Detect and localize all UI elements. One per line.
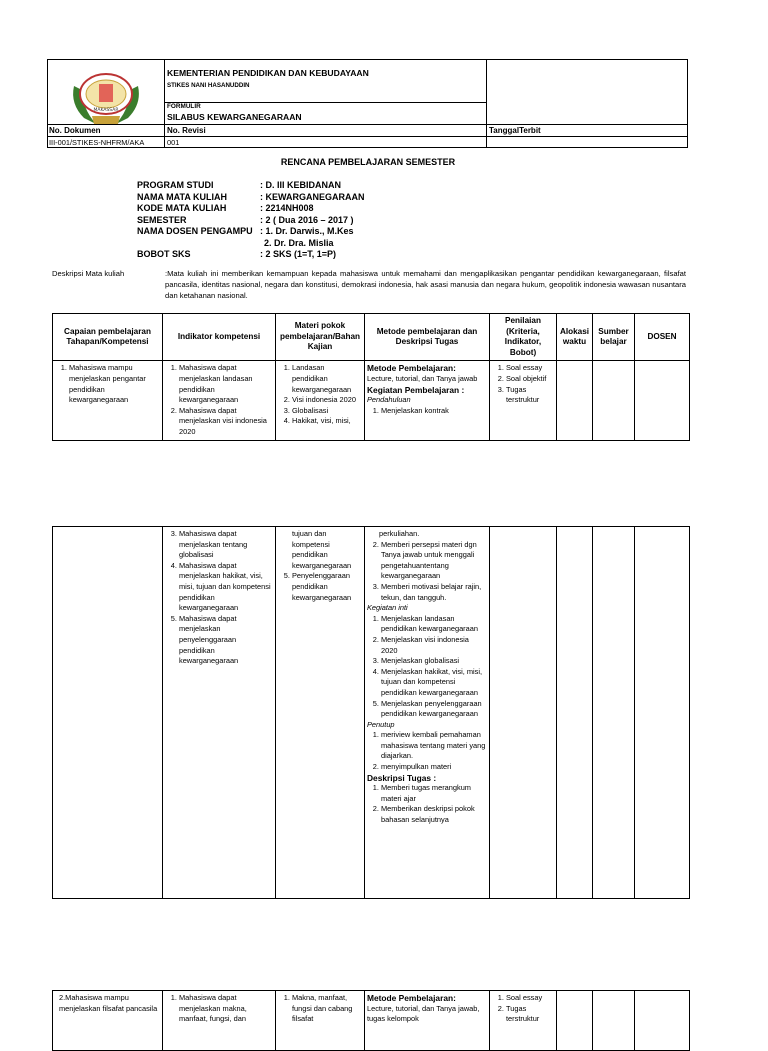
list-item: 2. Soal objektif: [506, 374, 554, 385]
indikator-cell: [163, 991, 276, 1051]
list-item: 5. Penyelenggaraan pendidikan kewarganegaraan: [292, 571, 362, 603]
info-row: [137, 249, 365, 261]
materi-cell: [276, 527, 365, 899]
institution-name: STIKES NANI HASANUDDIN: [167, 82, 250, 89]
metode-cell: [365, 361, 490, 440]
capaian-text: 2.Mahasiswa mampu menjelaskan filsafat pancasila: [59, 993, 158, 1013]
header-divider: [164, 59, 165, 148]
list-item: 1. Makna, manfaat, fungsi dan cabang filsafat: [292, 993, 362, 1025]
revision-value: 001: [167, 138, 180, 147]
header-dosen: DOSEN: [635, 314, 690, 361]
list-item: 3. Globalisasi: [292, 406, 362, 417]
header-sumber: Sumber belajar: [593, 314, 635, 361]
info-value: : 2 ( Dua 2016 – 2017 ): [260, 214, 354, 225]
materi-continued: tujuan dan kompetensi pendidikan kewarganegaraan: [292, 529, 352, 570]
list-item: 1. meriview kembali pemahaman mahasiswa tentang materi yang diajarkan.: [381, 730, 487, 762]
header-alokasi: Alokasi waktu: [557, 314, 593, 361]
info-row: [137, 192, 365, 204]
metode-cell: [365, 991, 490, 1051]
list-item: 3. Menjelaskan globalisasi: [381, 656, 487, 667]
dosen-cell: [635, 527, 690, 899]
alokasi-cell: [557, 361, 593, 440]
kegiatan-title: Kegiatan Pembelajaran :: [367, 384, 465, 395]
list-item: 1. Menjelaskan kontrak: [381, 406, 487, 417]
info-label: NAMA MATA KULIAH: [137, 191, 227, 202]
table-row: [53, 361, 690, 440]
penilaian-cell: [490, 361, 557, 440]
info-row: [137, 215, 365, 227]
metode-title: Metode Pembelajaran:: [367, 363, 456, 374]
capaian-cell: [53, 361, 163, 440]
ministry-name: KEMENTERIAN PENDIDIKAN DAN KEBUDAYAAN: [167, 68, 369, 78]
list-item: 1. Soal essay: [506, 993, 554, 1004]
info-value: : 2214NH008: [260, 203, 314, 213]
info-label: PROGRAM STUDI: [137, 180, 214, 190]
info-value: 2. Dr. Dra. Mislia: [264, 237, 334, 248]
form-label: FORMULIR: [167, 103, 201, 110]
materi-cell: [276, 991, 365, 1051]
materi-cell: [276, 361, 365, 440]
info-label: SEMESTER: [137, 214, 187, 225]
sumber-cell: [593, 991, 635, 1051]
list-item: 2. Mahasiswa dapat menjelaskan visi indonesia 2020: [179, 406, 273, 438]
list-item: 1. Landasan pendidikan kewarganegaraan: [292, 363, 362, 395]
info-value: : 2 SKS (1=T, 1=P): [260, 249, 337, 259]
list-item: 1. Mahasiswa mampu menjelaskan pengantar pendidikan kewarganegaraan: [69, 363, 160, 405]
indikator-cell: [163, 527, 276, 899]
header-divider: [164, 102, 486, 103]
description-label: Deskripsi Mata kuliah: [52, 269, 125, 278]
metode-cell: [365, 527, 490, 899]
rps-table-row2: [52, 990, 690, 1051]
list-item: 2. Visi indonesia 2020: [292, 395, 362, 406]
list-item: 4. Mahasiswa dapat menjelaskan hakikat, visi, misi, tujuan dan kompetensi pendidikan kewarganegaraan: [179, 561, 273, 614]
list-item: 5. Mahasiswa dapat menjelaskan penyelenggaraan pendidikan kewarganegaraan: [179, 614, 273, 667]
metode-text: Lecture, tutorial, dan Tanya jawab: [367, 373, 478, 383]
capaian-cell: [53, 527, 163, 899]
inti-label: Kegiatan inti: [367, 603, 408, 613]
info-label: KODE MATA KULIAH: [137, 203, 227, 213]
dosen-cell: [635, 991, 690, 1051]
penilaian-cell: [490, 991, 557, 1051]
svg-text:MAKASSAR: MAKASSAR: [93, 108, 119, 113]
institution-logo: [62, 64, 150, 130]
header-divider: [486, 59, 487, 148]
dosen-cell: [635, 361, 690, 440]
info-row: [137, 238, 365, 250]
info-label: NAMA DOSEN PENGAMPU: [137, 226, 253, 236]
metode-text: Lecture, tutorial, dan Tanya jawab, tugas kelompok: [367, 1003, 480, 1024]
header-indikator: Indikator kompetensi: [163, 314, 276, 361]
tugas-title: Deskripsi Tugas :: [367, 772, 437, 783]
list-item: 5. Menjelaskan penyelenggaraan pendidikan kewarganegaraan: [381, 699, 487, 720]
info-row: [137, 180, 365, 192]
list-item: 2. Memberi persepsi materi dgn Tanya jawab untuk menggali pengetahuantentang kewarganegaraan: [381, 540, 487, 582]
table-header-row: [53, 314, 690, 361]
table-row: [53, 527, 690, 899]
list-item: 2. Menjelaskan visi indonesia 2020: [381, 635, 487, 656]
rps-table: [52, 313, 690, 441]
doc-no-label: No. Dokumen: [49, 126, 101, 135]
alokasi-cell: [557, 991, 593, 1051]
revision-label: No. Revisi: [167, 126, 206, 135]
info-value: : KEWARGANEGARAAN: [260, 191, 365, 202]
list-item: 1. Memberi tugas merangkum materi ajar: [381, 783, 487, 804]
table-row: [53, 991, 690, 1051]
list-item: 2. Memberikan deskripsi pokok bahasan selanjutnya: [381, 804, 487, 825]
list-item: 1. Mahasiswa dapat menjelaskan makna, manfaat, fungsi, dan: [179, 993, 273, 1025]
sumber-cell: [593, 527, 635, 899]
info-label: BOBOT SKS: [137, 249, 191, 259]
list-item: 1. Mahasiswa dapat menjelaskan landasan pendidikan kewarganegaraan: [179, 363, 273, 405]
header-metode: Metode pembelajaran dan Deskripsi Tugas: [365, 314, 490, 361]
info-value: : D. III KEBIDANAN: [260, 180, 341, 190]
pendahuluan-label: Pendahuluan: [367, 395, 411, 405]
doc-no-value: III-001/STIKES-NHFRM/AKA: [49, 138, 145, 147]
form-title: SILABUS KEWARGANEGARAAN: [167, 112, 302, 122]
info-row: [137, 203, 365, 215]
alokasi-cell: [557, 527, 593, 899]
metode-title: Metode Pembelajaran:: [367, 993, 456, 1003]
header-penilaian: Penilaian (Kriteria, Indikator, Bobot): [490, 314, 557, 361]
rps-table-continued: [52, 526, 690, 899]
info-row: [137, 226, 365, 238]
sumber-cell: [593, 361, 635, 440]
description-text: :Mata kuliah ini memberikan kemampuan kepada mahasiswa untuk memahami dan mengaplikasikan pengantar pendidikan kewarganegaraan, filsafat pancasila, identitas nasional, negara dan konstitusi, demokrasi indonesia, hak asasi manusia dan negara hukum, geopolitik indonesia wawasan nusantara dan ketahanan nasional.: [165, 269, 686, 300]
course-info: [137, 180, 365, 261]
list-item: 3. Tugas terstruktur: [506, 385, 554, 406]
list-item: 1. Menjelaskan landasan pendidikan kewarganegaraan: [381, 614, 487, 635]
capaian-cell: [53, 991, 163, 1051]
issue-date-label: TanggalTerbit: [489, 126, 541, 135]
list-item: 4. Hakikat, visi, misi,: [292, 416, 362, 427]
info-value: : 1. Dr. Darwis., M.Kes: [260, 226, 354, 236]
penilaian-cell: [490, 527, 557, 899]
indikator-cell: [163, 361, 276, 440]
list-item: 3. Mahasiswa dapat menjelaskan tentang globalisasi: [179, 529, 273, 561]
list-item: 1. Soal essay: [506, 363, 554, 374]
list-item: 4. Menjelaskan hakikat, visi, misi, tujuan dan kompetensi pendidikan kewarganegaraan: [381, 667, 487, 699]
metode-continued: perkuliahan.: [379, 529, 420, 538]
list-item: 2. Tugas terstruktur: [506, 1004, 554, 1025]
list-item: 2. menyimpulkan materi: [381, 762, 487, 773]
penutup-label: Penutup: [367, 719, 395, 729]
header-capaian: Capaian pembelajaran Tahapan/Kompetensi: [53, 314, 163, 361]
info-label: [137, 238, 264, 250]
page-title: RENCANA PEMBELAJARAN SEMESTER: [280, 157, 456, 167]
list-item: 3. Memberi motivasi belajar rajin, tekun, dan tangguh.: [381, 582, 487, 603]
header-materi: Materi pokok pembelajaran/Bahan Kajian: [276, 314, 365, 361]
